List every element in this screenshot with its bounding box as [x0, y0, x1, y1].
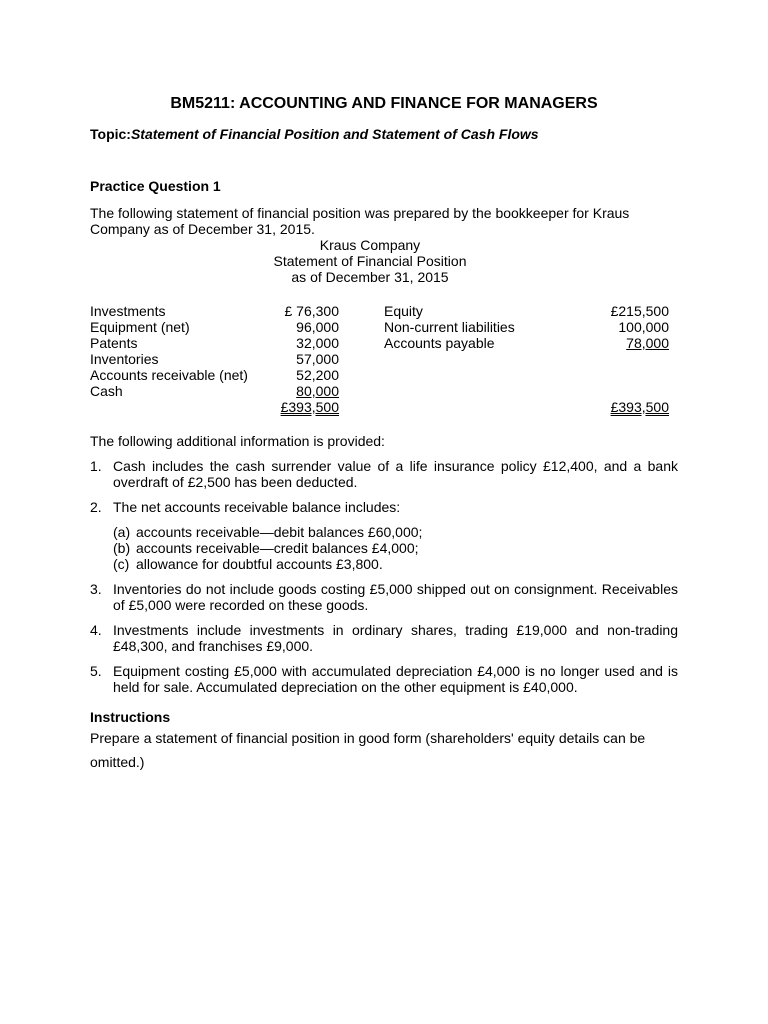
- list-item: [90, 499, 678, 572]
- list-item-number: 3.: [90, 581, 102, 597]
- list-item-text: Inventories do not include goods costing £5,000 shipped out on consignment. Receivables of £5,000 were recorded on these goods.: [113, 581, 678, 613]
- list-item-text: Cash includes the cash surrender value of a life insurance policy £12,400, and a bank overdraft of £2,500 has been deducted.: [113, 458, 678, 490]
- claim-label: Non-current liabilities: [384, 319, 515, 335]
- claims-total: £393,500: [610, 399, 669, 415]
- claims-section: [384, 303, 669, 423]
- claim-row: [384, 319, 669, 335]
- asset-row: [90, 383, 350, 399]
- asset-amount: 57,000: [296, 351, 339, 367]
- statement-heading: [0, 237, 754, 285]
- course-title: BM5211: ACCOUNTING AND FINANCE FOR MANAGERS: [170, 95, 598, 112]
- asset-amount: 52,200: [296, 367, 339, 383]
- list-item-text: Equipment costing £5,000 with accumulated depreciation £4,000 is no longer used and is held for sale. Accumulated depreciation on the other equipment is £40,000.: [113, 663, 678, 695]
- topic-value: Statement of Financial Position and Statement of Cash Flows: [130, 126, 539, 142]
- asset-label: Patents: [90, 335, 138, 351]
- list-item-number: 2.: [90, 499, 102, 515]
- instructions-text: Prepare a statement of financial position in good form (shareholders' equity details can be omitted.): [90, 730, 646, 770]
- sub-list-item: [113, 524, 678, 540]
- asset-amount: £ 76,300: [284, 303, 339, 319]
- list-item-text: The net accounts receivable balance includes:: [113, 499, 401, 515]
- asset-amount: 32,000: [296, 335, 339, 351]
- claim-amount: 100,000: [618, 319, 669, 335]
- sub-list-label: (c): [113, 556, 130, 572]
- claim-amount: £215,500: [610, 303, 669, 319]
- sub-list-item: [113, 540, 678, 556]
- claim-label: Accounts payable: [384, 335, 495, 351]
- sub-list-text: accounts receivable—credit balances £4,000;: [136, 540, 419, 556]
- assets-total: £393,500: [280, 399, 339, 415]
- list-item: [90, 663, 678, 695]
- list-item: [90, 622, 678, 654]
- claim-row: [384, 303, 669, 319]
- instructions-heading: Instructions: [90, 709, 171, 725]
- asset-amount: 96,000: [296, 319, 339, 335]
- question-heading: Practice Question 1: [90, 178, 221, 194]
- statement-date: as of December 31, 2015: [291, 269, 449, 285]
- list-item-text: Investments include investments in ordinary shares, trading £19,000 and non-trading £48,300, and franchises £9,000.: [113, 622, 678, 654]
- list-item: [90, 458, 678, 490]
- question-intro: [90, 205, 680, 237]
- asset-label: Inventories: [90, 351, 159, 367]
- sub-list-text: accounts receivable—debit balances £60,000;: [136, 524, 423, 540]
- additional-intro: The following additional information is provided:: [90, 433, 385, 449]
- question-intro-text: The following statement of financial position was prepared by the bookkeeper for Kraus Company as of December 31, 2015.: [90, 205, 630, 237]
- asset-label: Investments: [90, 303, 166, 319]
- assets-total-row: [90, 399, 350, 415]
- asset-row: [90, 351, 350, 367]
- asset-row: [90, 335, 350, 351]
- additional-list: [90, 458, 678, 704]
- statement-company: Kraus Company: [319, 237, 421, 253]
- asset-label: Cash: [90, 383, 123, 399]
- sub-list-text: allowance for doubtful accounts £3,800.: [136, 556, 383, 572]
- claim-amount: 78,000: [626, 335, 669, 351]
- statement-name: Statement of Financial Position: [273, 253, 467, 269]
- claim-row: [384, 335, 669, 351]
- list-item-number: 1.: [90, 458, 102, 474]
- sub-list-label: (b): [113, 540, 131, 556]
- list-item-number: 5.: [90, 663, 102, 679]
- sub-list-item: [113, 556, 678, 572]
- sub-list: [113, 524, 678, 572]
- assets-section: [90, 303, 350, 423]
- list-item-number: 4.: [90, 622, 102, 638]
- claims-total-row: [384, 399, 669, 415]
- sub-list-label: (a): [113, 524, 131, 540]
- asset-label: Equipment (net): [90, 319, 190, 335]
- asset-row: [90, 303, 350, 319]
- asset-amount: 80,000: [296, 383, 339, 399]
- claim-label: Equity: [384, 303, 423, 319]
- topic-label: Topic:: [90, 126, 131, 142]
- asset-label: Accounts receivable (net): [90, 367, 248, 383]
- list-item: [90, 581, 678, 613]
- asset-row: [90, 319, 350, 335]
- asset-row: [90, 367, 350, 383]
- topic-line: [90, 126, 539, 142]
